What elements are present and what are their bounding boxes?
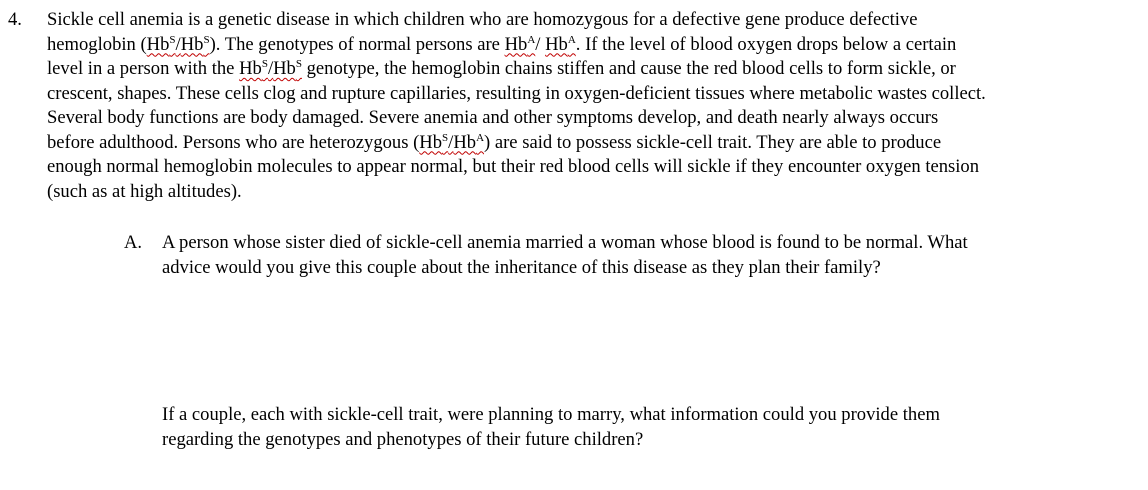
text-run: /: [175, 33, 181, 55]
genotype-hba-2: [545, 34, 576, 55]
superscript: S: [295, 58, 302, 70]
question-line-2: [47, 33, 1145, 58]
text-run: /: [267, 58, 274, 79]
question-line-4: crescent, shapes. These cells clog and rupture capillaries, resulting in oxygen-deficient tissues where metabolic wastes collect.: [47, 82, 986, 104]
part-a-label: A.: [124, 232, 143, 253]
part-b-line-2: regarding the genotypes and phenotypes of their future children?: [162, 429, 644, 450]
text-run: /: [535, 33, 546, 55]
question-line-3: [47, 57, 1145, 82]
question-line-1: Sickle cell anemia is a genetic disease in which children who are homozygous for a defective gene produce defective: [47, 9, 918, 30]
text-run: hemoglobin (: [47, 33, 147, 55]
genotype-hbs-hbs-2: [239, 58, 302, 79]
text-run: ). The genotypes of normal persons are: [209, 33, 505, 55]
text-run: Hb: [504, 33, 528, 55]
superscript: S: [442, 131, 449, 144]
question-text: [47, 8, 1145, 204]
superscript: A: [567, 33, 576, 46]
question-number: 4.: [8, 9, 22, 30]
text-run: Hb: [146, 33, 170, 55]
part-a-line-1: A person whose sister died of sickle-cell anemia married a woman whose blood is found to be normal. What: [162, 232, 968, 253]
question-line-6: [47, 131, 1145, 156]
genotype-hbs-hba: [419, 132, 484, 153]
part-a-line-2: advice would you give this couple about the inheritance of this disease as they plan their family?: [162, 257, 881, 278]
superscript: S: [203, 33, 210, 46]
part-b-line-1: If a couple, each with sickle-cell trait, were planning to marry, what information could you provide them: [162, 404, 940, 425]
part-a-text: [162, 230, 1142, 280]
part-b-text: [162, 402, 1142, 452]
text-run: Hb: [419, 131, 443, 153]
text-run: Hb: [273, 58, 296, 79]
text-run: genotype, the hemoglobin chains stiffen and cause the red blood cells to form sickle, or: [301, 58, 956, 79]
text-run: Hb: [453, 131, 477, 153]
genotype-hbs-hbs: [147, 34, 210, 55]
text-run: before adulthood. Persons who are heterozygous (: [47, 131, 420, 153]
text-run: /: [448, 131, 454, 153]
text-run: ) are said to possess sickle-cell trait. They are able to produce: [484, 131, 942, 153]
text-run: Hb: [180, 33, 204, 55]
superscript: A: [476, 131, 485, 144]
question-line-8: (such as at high altitudes).: [47, 180, 242, 202]
question-line-5: Several body functions are body damaged. Severe anemia and other symptoms develop, and death nearly always occurs: [47, 107, 939, 128]
question-line-7: enough normal hemoglobin molecules to appear normal, but their red blood cells will sickle if they encounter oxygen tension: [47, 156, 980, 177]
text-run: Hb: [545, 33, 568, 55]
text-run: level in a person with the: [47, 58, 240, 79]
text-run: . If the level of blood oxygen drops below a certain: [575, 33, 957, 55]
superscript: S: [261, 58, 268, 70]
superscript: A: [527, 33, 536, 46]
text-run: Hb: [239, 58, 262, 79]
superscript: S: [169, 33, 176, 46]
genotype-hba: [505, 34, 536, 55]
